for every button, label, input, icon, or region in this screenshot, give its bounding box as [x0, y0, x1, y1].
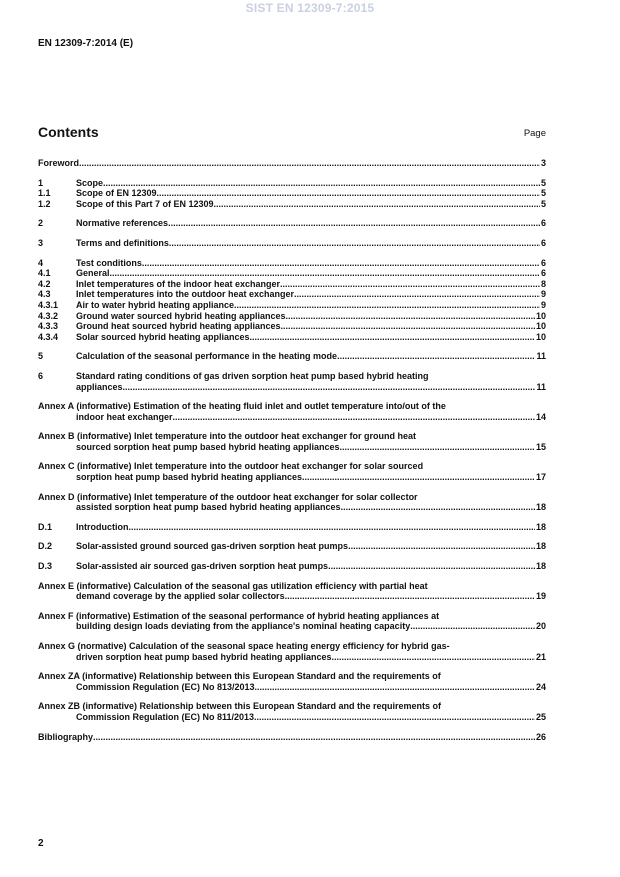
dot-leader — [302, 472, 535, 483]
dot-leader — [123, 382, 536, 393]
toc-entry-page: 8 — [540, 278, 546, 289]
toc-entry-title: building design loads deviating from the appliance's nominal heating capacity — [76, 621, 411, 632]
toc-entry[interactable] — [38, 522, 546, 533]
toc-entry-number: 4.3.2 — [38, 310, 59, 321]
toc-entry-title: Commission Regulation (EC) No 813/2013 — [76, 681, 255, 692]
toc-entry[interactable] — [38, 351, 546, 362]
toc-entry-page: 24 — [535, 681, 546, 692]
toc-entry-title: assisted sorption heat pump based hybrid heating appliances — [76, 502, 341, 513]
toc-entry-page: 9 — [540, 289, 546, 300]
toc-entry-title: appliances — [76, 381, 123, 392]
toc-entry-title: Annex A (informative) Estimation of the heating fluid inlet and outlet temperature into/out of the — [38, 401, 446, 412]
toc-entry-number: 1.1 — [38, 188, 51, 199]
toc-entry-page: 20 — [535, 621, 546, 632]
toc-entry-page: 6 — [540, 218, 546, 229]
toc-entry-title: Annex F (informative) Estimation of the seasonal performance of hybrid heating appliances at — [38, 610, 440, 621]
toc-entry-number: D.2 — [38, 541, 53, 552]
toc-entry[interactable] — [38, 199, 546, 210]
toc-entry-number: 4.3.4 — [38, 331, 59, 342]
toc-entry-page: 18 — [535, 561, 546, 572]
toc-entry-title: Solar-assisted air sourced gas-driven sorption heat pumps — [76, 561, 329, 572]
toc-entry[interactable] — [38, 158, 546, 169]
page-title: Contents — [38, 124, 99, 140]
toc-entry[interactable] — [38, 268, 546, 279]
dot-leader — [79, 158, 540, 169]
toc-entry-number: D.3 — [38, 561, 53, 572]
dot-leader — [254, 712, 535, 723]
toc-entry-title: Ground water sourced hybrid heating appliances — [76, 310, 286, 321]
dot-leader — [348, 541, 535, 552]
toc-entry-title: Annex B (informative) Inlet temperature into the outdoor heat exchanger for ground heat — [38, 431, 417, 442]
dot-leader — [250, 332, 535, 343]
toc-entry-title: demand coverage by the applied solar collectors — [76, 591, 285, 602]
toc-entry-page: 3 — [540, 158, 546, 168]
toc-entry-title: Terms and definitions — [76, 237, 169, 248]
toc-entry-page: 11 — [536, 351, 546, 362]
dot-leader — [281, 321, 535, 332]
page-column-label: Page — [523, 128, 546, 139]
toc-entry-page: 6 — [540, 257, 546, 268]
dot-leader — [168, 218, 540, 229]
toc-entry-title: indoor heat exchanger — [76, 411, 173, 422]
toc-entry-number: 5 — [38, 351, 44, 362]
toc-entry-title: Annex ZA (informative) Relationship between this European Standard and the requirements of — [38, 671, 441, 682]
dot-leader — [173, 412, 535, 423]
toc-entry[interactable] — [38, 401, 546, 422]
toc-entry-page: 15 — [535, 441, 546, 452]
toc-entry-title: Annex D (informative) Inlet temperature of the outdoor heat exchanger for solar collector — [38, 491, 418, 502]
toc-entry-number: 1.2 — [38, 198, 51, 209]
toc-entry-page: 18 — [535, 541, 546, 552]
toc-entry-number: 4.3.3 — [38, 321, 59, 332]
toc-entry-page: 5 — [540, 198, 546, 209]
toc-entry-page: 21 — [535, 651, 546, 662]
toc-entry-number: 4.1 — [38, 268, 51, 279]
toc-entry-title: Inlet temperatures of the indoor heat exchanger — [76, 278, 281, 289]
toc-entry-number: D.1 — [38, 521, 53, 532]
toc-entry-number: 1 — [38, 177, 44, 188]
toc-entry-page: 26 — [535, 731, 546, 742]
toc-entry-page: 9 — [540, 299, 546, 310]
toc-entry[interactable] — [38, 701, 546, 722]
toc-entry[interactable] — [38, 311, 546, 322]
toc-entry[interactable] — [38, 332, 546, 343]
document-id: EN 12309-7:2014 (E) — [38, 38, 134, 49]
toc-entry-page: 18 — [535, 502, 546, 513]
toc-entry[interactable] — [38, 279, 546, 290]
toc-entry[interactable] — [38, 611, 546, 632]
dot-leader — [341, 502, 535, 513]
toc-entry-title: Normative references — [76, 218, 169, 229]
toc-entry-title: Annex G (normative) Calculation of the seasonal space heating energy efficiency for hybrid gas- — [38, 641, 450, 651]
dot-leader — [110, 268, 540, 279]
dot-leader — [286, 311, 535, 322]
dot-leader — [103, 178, 540, 189]
table-of-contents — [38, 158, 546, 742]
dot-leader — [340, 442, 535, 453]
dot-leader — [142, 258, 540, 269]
toc-entry[interactable] — [38, 371, 546, 392]
toc-entry[interactable] — [38, 238, 546, 249]
toc-entry-page: 6 — [540, 237, 546, 248]
toc-entry[interactable] — [38, 321, 546, 332]
dot-leader — [214, 199, 540, 210]
toc-entry-page: 5 — [540, 177, 546, 188]
dot-leader — [410, 621, 535, 632]
toc-entry-number: 6 — [38, 370, 44, 381]
toc-entry-title: Standard rating conditions of gas driven sorption heat pump based hybrid heating — [76, 370, 429, 381]
toc-entry-page: 18 — [535, 521, 546, 532]
toc-entry[interactable] — [38, 641, 546, 662]
toc-entry-number: 4 — [38, 257, 44, 268]
toc-entry-page: 11 — [536, 381, 546, 392]
page-number: 2 — [38, 838, 44, 849]
toc-entry[interactable] — [38, 188, 546, 199]
toc-entry-page: 14 — [535, 411, 546, 422]
toc-entry-title: Commission Regulation (EC) No 811/2013 — [76, 711, 255, 722]
toc-entry[interactable] — [38, 732, 546, 743]
toc-entry-page: 6 — [540, 268, 546, 279]
dot-leader — [157, 188, 540, 199]
toc-entry[interactable] — [38, 300, 546, 311]
toc-entry-title: sourced sorption heat pump based hybrid heating appliances — [76, 441, 340, 452]
toc-entry[interactable] — [38, 492, 546, 513]
toc-entry-title: General — [76, 268, 110, 279]
toc-entry-page: 10 — [535, 310, 546, 321]
toc-entry-page: 10 — [535, 331, 546, 342]
watermark: SIST EN 12309-7:2015 — [245, 1, 375, 15]
toc-entry-title: Calculation of the seasonal performance in the heating mode — [76, 351, 338, 362]
toc-entry-number: 3 — [38, 237, 44, 248]
toc-entry-title: driven sorption heat pump based hybrid heating appliances — [76, 651, 332, 662]
toc-entry[interactable] — [38, 541, 546, 552]
toc-entry[interactable] — [38, 178, 546, 189]
toc-entry[interactable] — [38, 289, 546, 300]
toc-entry-title: Solar sourced hybrid heating appliances — [76, 331, 250, 342]
toc-entry-title: Scope of this Part 7 of EN 12309 — [76, 198, 214, 209]
dot-leader — [169, 238, 540, 249]
dot-leader — [255, 682, 535, 693]
toc-entry-title: Annex E (informative) Calculation of the seasonal gas utilization efficiency with partial heat — [38, 580, 428, 591]
dot-leader — [234, 300, 540, 311]
toc-entry-title: Foreword — [38, 158, 80, 168]
toc-entry-title: Scope of EN 12309 — [76, 188, 157, 199]
dot-leader — [332, 652, 535, 663]
toc-entry[interactable] — [38, 561, 546, 572]
toc-entry-number: 2 — [38, 218, 44, 229]
toc-entry-title: Solar-assisted ground sourced gas-driven sorption heat pumps — [76, 541, 349, 552]
dot-leader — [129, 522, 535, 533]
toc-entry-number: 4.3 — [38, 289, 51, 300]
toc-entry-title: Annex ZB (informative) Relationship between this European Standard and the requirements of — [38, 701, 442, 712]
toc-entry-title: Annex C (informative) Inlet temperature into the outdoor heat exchanger for solar sourced — [38, 461, 424, 472]
dot-leader — [294, 289, 540, 300]
toc-entry-title: sorption heat pump based hybrid heating appliances — [76, 472, 303, 483]
toc-entry[interactable] — [38, 671, 546, 692]
toc-entry-page: 25 — [535, 711, 546, 722]
toc-entry-title: Bibliography — [38, 731, 94, 742]
toc-entry-number: 4.2 — [38, 278, 51, 289]
toc-entry-page: 5 — [540, 188, 546, 199]
toc-entry[interactable] — [38, 461, 546, 482]
toc-entry-title: Ground heat sourced hybrid heating appliances — [76, 321, 281, 332]
dot-leader — [93, 732, 535, 743]
toc-entry[interactable] — [38, 218, 546, 229]
toc-entry[interactable] — [38, 258, 546, 269]
toc-entry-number: 4.3.1 — [38, 299, 59, 310]
dot-leader — [285, 591, 535, 602]
toc-entry-title: Test conditions — [76, 257, 142, 268]
toc-entry-page: 19 — [535, 591, 546, 602]
toc-entry-title: Inlet temperatures into the outdoor heat exchanger — [76, 289, 295, 300]
toc-entry-title: Scope — [76, 177, 104, 188]
dot-leader — [280, 279, 540, 290]
dot-leader — [328, 561, 535, 572]
toc-entry-page: 10 — [535, 321, 546, 332]
toc-entry-title: Introduction — [76, 521, 129, 532]
toc-entry[interactable] — [38, 431, 546, 452]
dot-leader — [337, 351, 535, 362]
toc-entry-title: Air to water hybrid heating appliance — [76, 299, 235, 310]
toc-entry[interactable] — [38, 581, 546, 602]
toc-entry-page: 17 — [535, 472, 546, 483]
